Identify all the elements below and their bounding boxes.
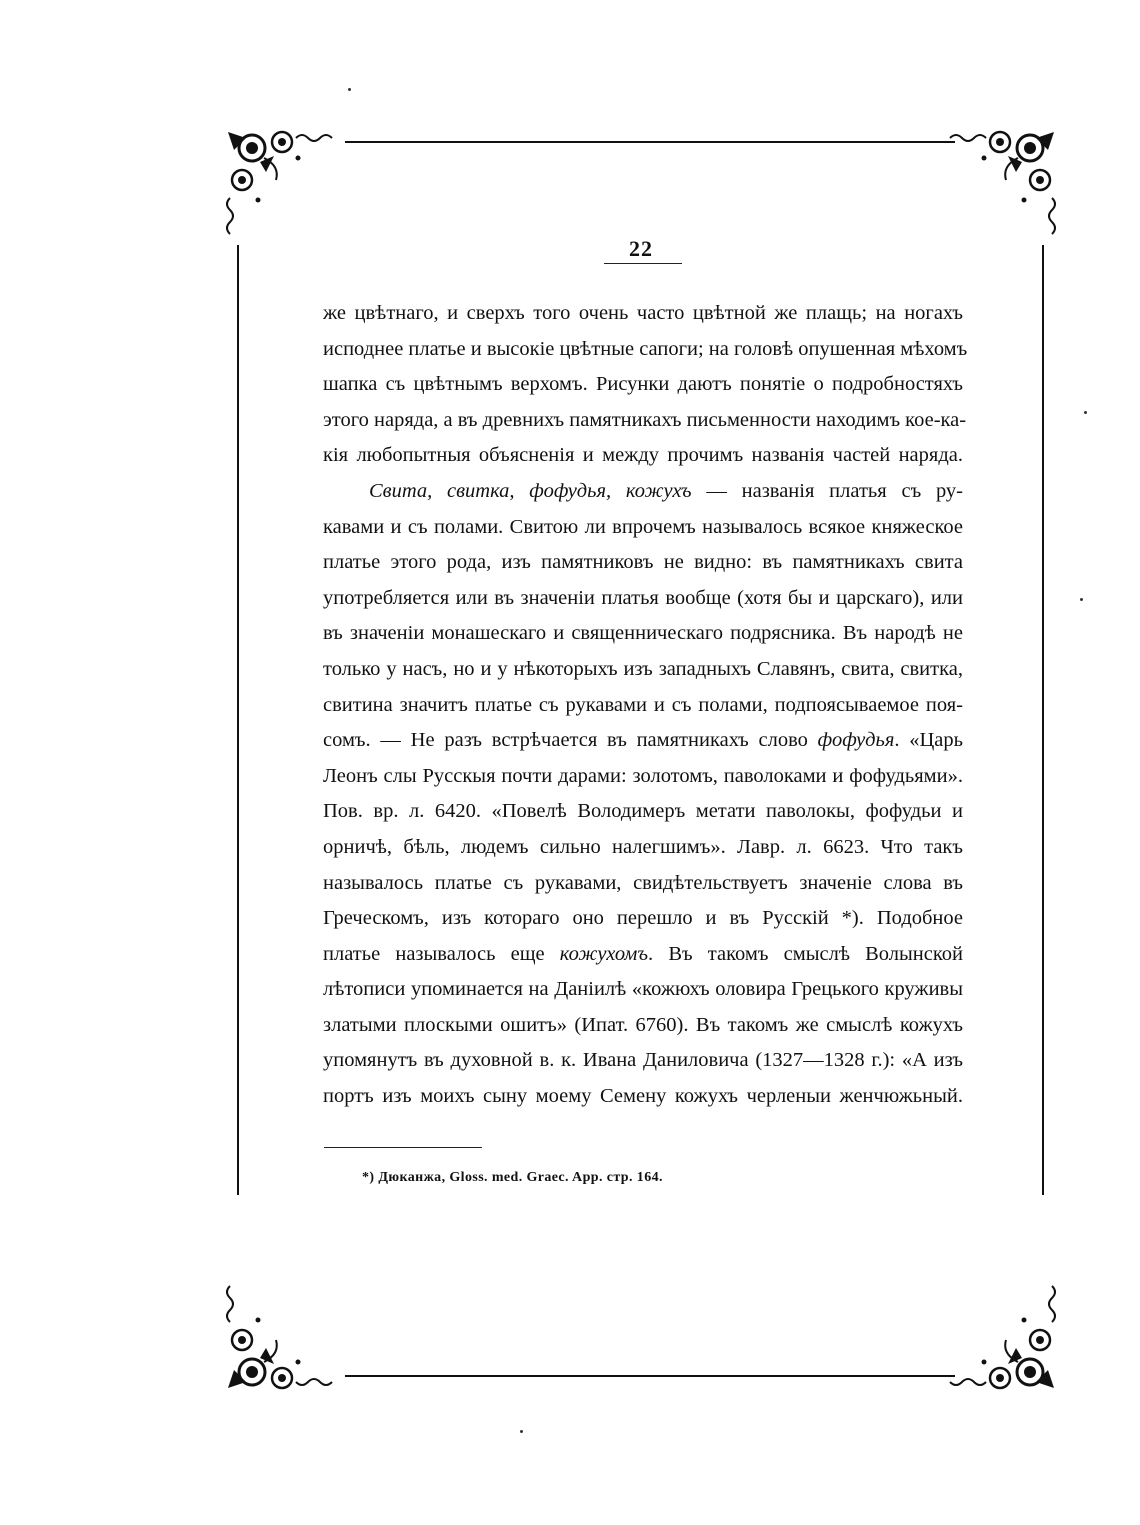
text-line: называлось платье съ рукавами, свидѣтельствуетъ значеніе слова въ xyxy=(323,871,963,894)
print-speck xyxy=(1084,411,1087,414)
text-line xyxy=(323,474,963,510)
page-number: 22 xyxy=(629,236,653,261)
text-line: платье этого рода, изъ памятниковъ не видно: въ памятникахъ свита xyxy=(323,551,963,574)
corner-ornament-bottom-left xyxy=(227,1286,332,1388)
text-line: же цвѣтнаго, и сверхъ того очень часто цвѣтной же плащь; на ногахъ xyxy=(323,302,963,324)
text-run: . «Царь xyxy=(894,729,963,752)
corner-ornament-bottom-right xyxy=(950,1286,1055,1388)
text-run: платье называлось еще xyxy=(323,942,560,965)
text-line: портъ изъ моихъ сыну моему Семену кожухъ черленыи женчюжьный. xyxy=(323,1085,963,1108)
text-line xyxy=(323,937,963,973)
footnote: *) Дюканжа, Gloss. med. Graec. App. стр. 164. xyxy=(362,1170,663,1185)
text-run: . Въ такомъ смыслѣ Волынской xyxy=(648,942,964,965)
italic-term: Свита, свитка, фофудья, кожухъ xyxy=(369,479,692,502)
corner-ornament-top-right xyxy=(950,132,1055,234)
italic-term: фофудья xyxy=(817,729,895,752)
text-line: орничѣ, бѣль, людемъ сильно налегшимъ». Лавр. л. 6623. Что такъ xyxy=(323,835,963,858)
text-line: Греческомъ, изъ котораго оно перешло и въ Русскій *). Подобное xyxy=(323,907,963,930)
print-speck xyxy=(520,1430,523,1433)
text-line: только у насъ, но и у нѣкоторыхъ изъ западныхъ Славянъ, свита, свитка, xyxy=(323,657,963,680)
text-line: исподнее платье и высокіе цвѣтные сапоги; на головѣ опушенная мѣхомъ xyxy=(323,337,968,360)
text-line: лѣтописи упоминается на Даніилѣ «кожюхъ оловира Грецького круживы xyxy=(323,978,963,1001)
text-line: упомянутъ въ духовной в. к. Ивана Даниловича (1327—1328 г.): «А изъ xyxy=(323,1049,963,1072)
print-speck xyxy=(348,88,351,91)
italic-term: кожухомъ xyxy=(559,942,649,965)
text-line: этого наряда, а въ древнихъ памятникахъ письменности находимъ кое-ка- xyxy=(323,408,967,431)
text-line: шапка съ цвѣтнымъ верхомъ. Рисунки даютъ понятіе о подробностяхъ xyxy=(323,373,963,396)
text-line xyxy=(323,723,963,759)
page-number-rule xyxy=(604,263,682,264)
corner-ornament-top-left xyxy=(227,132,332,234)
print-speck xyxy=(1080,598,1083,601)
text-line: въ значеніи монашескаго и священническаго подрясника. Въ народѣ не xyxy=(323,622,963,645)
text-line: Леонъ слы Русскыя почти дарами: золотомъ, паволоками и фофудьями». xyxy=(323,764,963,787)
text-line: употребляется или въ значеніи платья вообще (хотя бы и царскаго), или xyxy=(323,586,963,609)
text-run: — названія платья съ ру- xyxy=(691,479,963,502)
text-line: свитина значитъ платье съ рукавами и съ полами, подпоясываемое поя- xyxy=(323,693,963,716)
footnote-separator xyxy=(324,1147,482,1148)
body-text xyxy=(323,296,968,1115)
text-line: кавами и съ полами. Свитою ли впрочемъ называлось всякое княжеское xyxy=(323,515,963,538)
text-line: кія любопытныя объясненія и между прочимъ названія частей наряда. xyxy=(323,444,963,467)
text-line: Пов. вр. л. 6420. «Повелѣ Володимеръ метати паволокы, фофудьи и xyxy=(323,800,963,823)
text-line: златыми плоскыми ошитъ» (Ипат. 6760). Въ такомъ же смыслѣ кожухъ xyxy=(323,1013,963,1036)
text-run: сомъ. — Не разъ встрѣчается въ памятникахъ слово xyxy=(323,729,818,752)
